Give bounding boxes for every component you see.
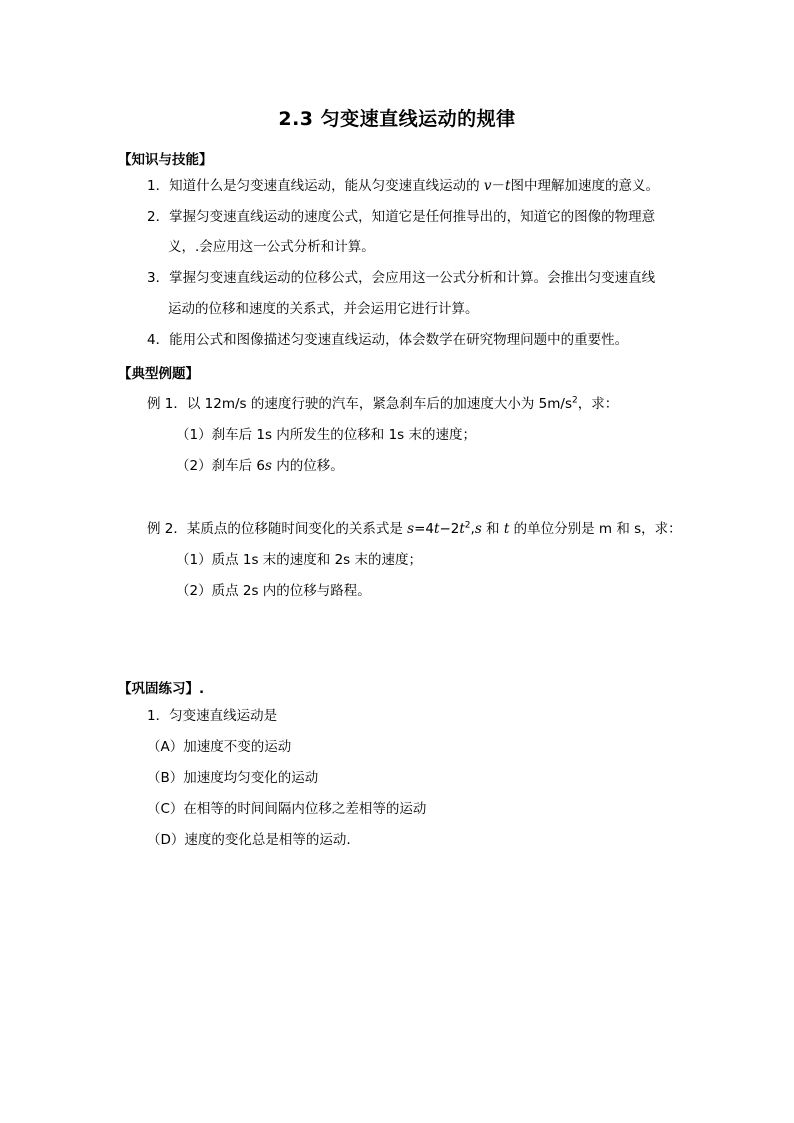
example-2-stem-tail: 的单位分别是 m 和 s，求： [509,521,682,537]
dash-symbol: － [491,178,506,194]
formula-s: s [407,521,415,537]
section-heading-examples: 【典型例题】 [118,366,199,382]
example-2-stem [147,520,682,538]
example-1-question-2 [176,457,344,475]
knowledge-item-1-text: 1．知道什么是匀变速直线运动，能从匀变速直线运动的 [147,178,484,194]
practice-option-d: （D）速度的变化总是相等的运动. [147,832,351,848]
formula-t: t [434,521,440,537]
page-title: 2.3 匀变速直线运动的规律 [278,108,516,130]
example-2-stem-text: 例 2．某质点的位移随时间变化的关系式是 [147,521,408,537]
knowledge-item-3-line-2: 运动的位移和速度的关系式，并会运用它进行计算。 [168,301,479,317]
time-symbol: t [505,178,511,194]
example-1-exponent: 2 [572,395,578,406]
practice-option-a: （A）加速度不变的运动 [147,739,292,755]
example-2-question-2: （2）质点 2s 内的位移与路程。 [176,583,371,599]
formula-equals: =4 [414,521,435,537]
velocity-symbol: v [483,178,492,194]
second-unit-symbol: s [264,458,272,474]
example-1-question-2-text: （2）刹车后 6 [176,458,265,474]
variable-s: s [474,521,482,537]
knowledge-item-1-tail: 图中理解加速度的意义。 [510,178,659,194]
practice-option-b: （B）加速度均匀变化的运动 [147,770,319,786]
example-1-stem [147,395,618,413]
knowledge-item-1 [147,177,659,195]
formula-minus: −2 [439,521,460,537]
practice-option-c: （C）在相等的时间间隔内位移之差相等的运动 [147,801,427,817]
practice-question-1: 1．匀变速直线运动是 [147,708,278,724]
variable-t: t [503,521,510,537]
section-heading-knowledge: 【知识与技能】 [118,152,213,168]
example-2-question-1: （1）质点 1s 末的速度和 2s 末的速度； [176,552,422,568]
example-1-question-2-tail: 内的位移。 [271,458,344,474]
example-1-stem-text: 例 1．以 12m/s 的速度行驶的汽车，紧急刹车后的加速度大小为 5m/s [147,396,572,412]
knowledge-item-4: 4．能用公式和图像描述匀变速直线运动，体会数学在研究物理问题中的重要性。 [147,332,629,348]
knowledge-item-3-line-1: 3．掌握匀变速直线运动的位移公式，会应用这一公式分析和计算。会推出匀变速直线 [147,270,656,286]
formula-t-squared: t [459,521,465,537]
knowledge-item-2-line-2: 义，.会应用这一公式分析和计算。 [168,239,375,255]
formula-exponent: 2 [464,520,471,531]
formula-comma: , [470,521,475,537]
section-heading-practice: 【巩固练习】. [118,681,205,697]
example-1-stem-tail: ，求： [577,396,619,412]
and-text: 和 [481,521,504,537]
knowledge-item-2-line-1: 2．掌握匀变速直线运动的速度公式，知道它是任何推导出的，知道它的图像的物理意 [147,209,656,225]
example-1-question-1: （1）刹车后 1s 内所发生的位移和 1s 末的速度； [176,427,476,443]
